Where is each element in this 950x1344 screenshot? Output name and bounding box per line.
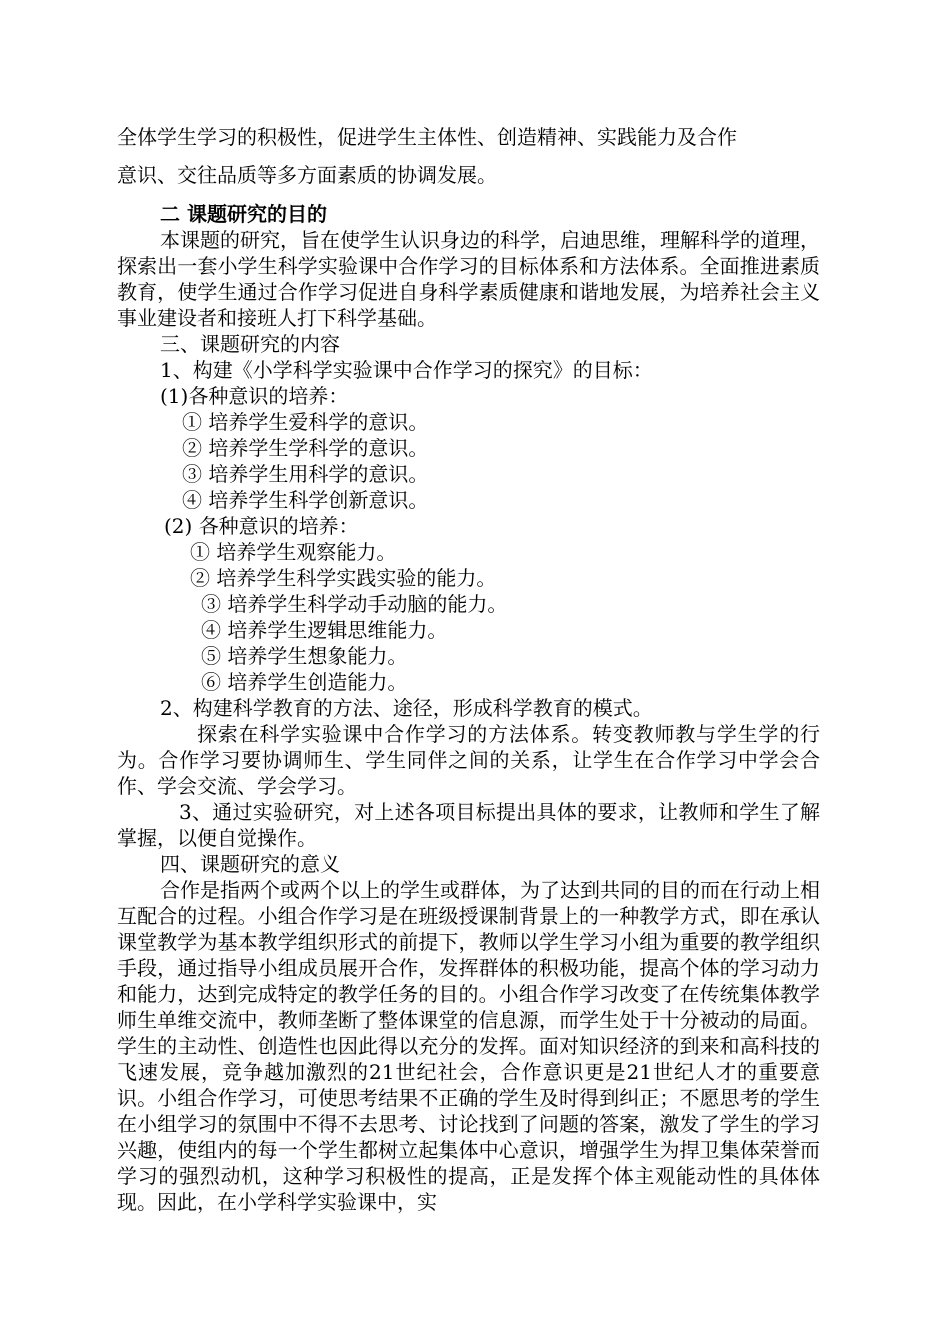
list-item: ② 培养学生学科学的意识。 (182, 436, 429, 460)
list-item: ③ 培养学生用科学的意识。 (182, 462, 429, 486)
list-item: ④ 培养学生逻辑思维能力。 (201, 618, 448, 642)
list-item: ③ 培养学生科学动手动脑的能力。 (201, 592, 508, 616)
sub-list-2-label: (2) 各种意识的培养： (164, 514, 359, 538)
section-3-item-3-paragraph: 3、通过实验研究，对上述各项目标提出具体的要求，让教师和学生了解掌握，以便自觉操作。 (117, 800, 820, 850)
section-4-heading: 四、课题研究的意义 (160, 852, 340, 876)
list-item: ② 培养学生科学实践实验的能力。 (190, 566, 497, 590)
list-item: ① 培养学生爱科学的意识。 (182, 410, 429, 434)
list-item: ① 培养学生观察能力。 (190, 540, 397, 564)
list-item: ⑥ 培养学生创造能力。 (201, 670, 408, 694)
intro-line-2: 意识、交往品质等多方面素质的协调发展。 (117, 163, 497, 187)
document-page (117, 118, 820, 1215)
list-item: ⑤ 培养学生想象能力。 (201, 644, 408, 668)
section-3-item-2-paragraph: 探索在科学实验课中合作学习的方法体系。转变教师教与学生学的行为。合作学习要协调师生、学生同伴之间的关系，让学生在合作学习中学会合作、学会交流、学会学习。 (117, 722, 820, 798)
list-item: ④ 培养学生科学创新意识。 (182, 488, 429, 512)
intro-paragraph (117, 118, 820, 194)
section-2-paragraph: 本课题的研究，旨在使学生认识身边的科学，启迪思维，理解科学的道理，探索出一套小学生科学实验课中合作学习的目标体系和方法体系。全面推进素质教育，使学生通过合作学习促进自身科学素质健康和谐地发展，为培养社会主义事业建设者和接班人打下科学基础。 (117, 228, 820, 330)
section-4-paragraph: 合作是指两个或两个以上的学生或群体，为了达到共同的目的而在行动上相互配合的过程。小组合作学习是在班级授课制背景上的一种教学方式，即在承认课堂教学为基本教学组织形式的前提下，教师以学生学习小组为重要的教学组织手段，通过指导小组成员展开合作，发挥群体的积极功能，提高个体的学习动力和能力，达到完成特定的教学任务的目的。小组合作学习改变了在传统集体教学师生单维交流中，教师垄断了整体课堂的信息源，而学生处于十分被动的局面。学生的主动性、创造性也因此得以充分的发挥。面对知识经济的到来和高科技的飞速发展，竞争越加激烈的21世纪社会，合作意识更是21世纪人才的重要意识。小组合作学习，可使思考结果不正确的学生及时得到纠正；不愿思考的学生在小组学习的氛围中不得不去思考、讨论找到了问题的答案，激发了学生的学习兴趣，使组内的每一个学生都树立起集体中心意识，增强学生为捍卫集体荣誉而学习的强烈动机，这种学习积极性的提高，正是发挥个体主观能动性的具体体现。因此，在小学科学实验课中，实 (117, 878, 820, 1214)
intro-line-1: 全体学生学习的积极性，促进学生主体性、创造精神、实践能力及合作 (117, 125, 737, 149)
section-3-item-2: 2、构建科学教育的方法、途径，形成科学教育的模式。 (160, 696, 653, 720)
section-2-heading: 二 课题研究的目的 (160, 202, 327, 226)
section-3-heading: 三、课题研究的内容 (160, 332, 340, 356)
sub-list-1-label: (1)各种意识的培养： (160, 384, 349, 408)
section-3-item-1: 1、构建《小学科学实验课中合作学习的探究》的目标： (160, 358, 653, 382)
